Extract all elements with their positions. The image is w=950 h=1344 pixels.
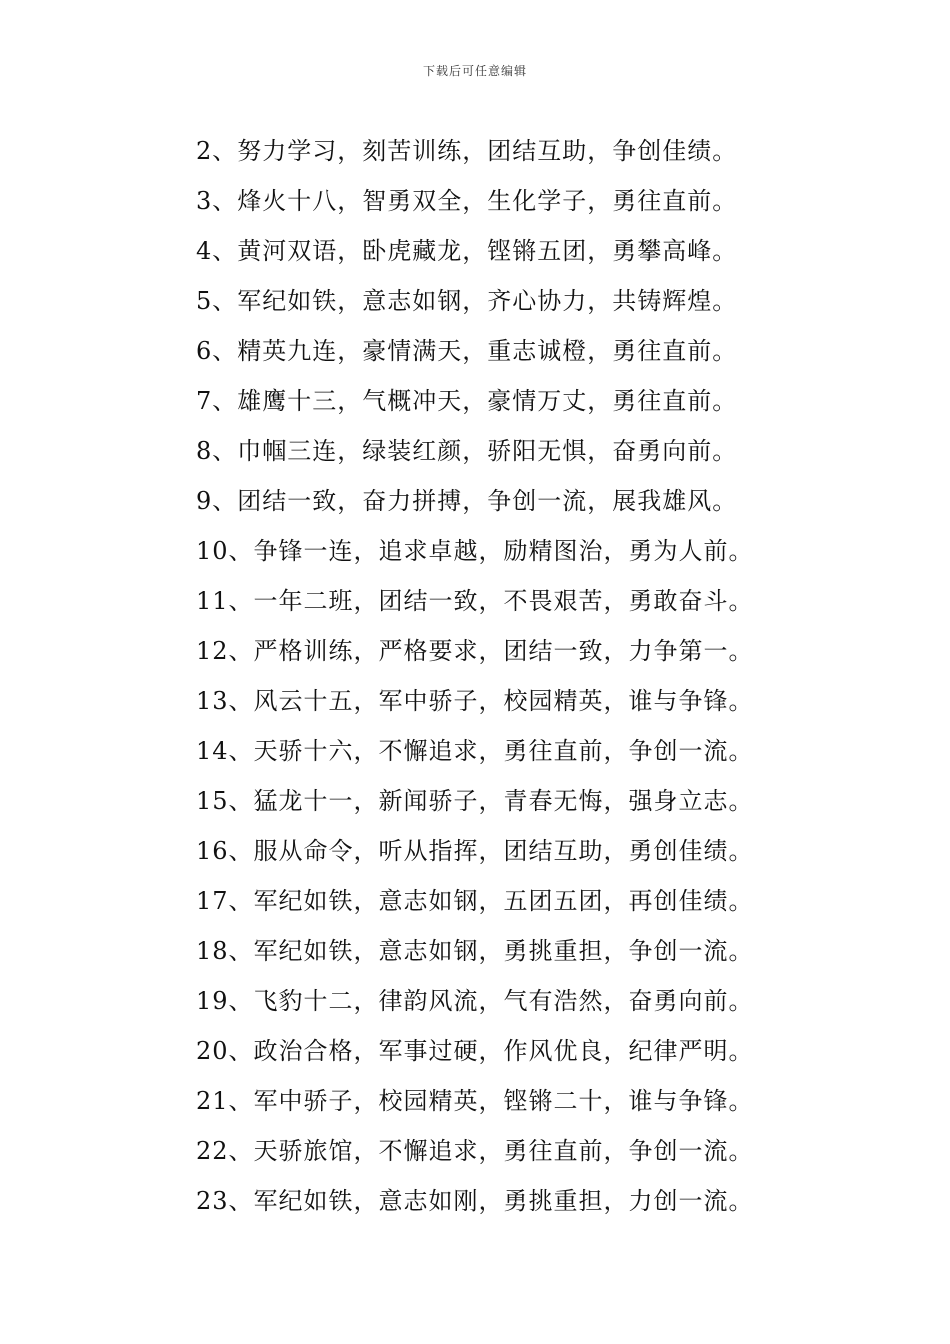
slogan-item: 16、服从命令，听从指挥，团结互助，勇创佳绩。 <box>196 837 754 865</box>
slogan-item: 5、军纪如铁，意志如钢，齐心协力，共铸辉煌。 <box>196 287 738 315</box>
slogan-item: 10、争锋一连，追求卓越，励精图治，勇为人前。 <box>196 537 754 565</box>
slogan-item: 15、猛龙十一，新闻骄子，青春无悔，强身立志。 <box>196 787 754 815</box>
slogan-item: 23、军纪如铁，意志如刚，勇挑重担，力创一流。 <box>196 1187 754 1215</box>
slogan-item: 21、军中骄子，校园精英，铿锵二十，谁与争锋。 <box>196 1087 754 1115</box>
slogan-list <box>196 126 754 1226</box>
slogan-item: 13、风云十五，军中骄子，校园精英，谁与争锋。 <box>196 687 754 715</box>
slogan-item: 19、飞豹十二，律韵风流，气有浩然，奋勇向前。 <box>196 987 754 1015</box>
slogan-item: 11、一年二班，团结一致，不畏艰苦，勇敢奋斗。 <box>196 587 754 615</box>
slogan-item: 22、天骄旅馆，不懈追求，勇往直前，争创一流。 <box>196 1137 754 1165</box>
slogan-item: 7、雄鹰十三，气概冲天，豪情万丈，勇往直前。 <box>196 387 738 415</box>
slogan-item: 3、烽火十八，智勇双全，生化学子，勇往直前。 <box>196 187 738 215</box>
slogan-item: 18、军纪如铁，意志如钢，勇挑重担，争创一流。 <box>196 937 754 965</box>
slogan-item: 14、天骄十六，不懈追求，勇往直前，争创一流。 <box>196 737 754 765</box>
slogan-item: 20、政治合格，军事过硬，作风优良，纪律严明。 <box>196 1037 754 1065</box>
slogan-item: 4、黄河双语，卧虎藏龙，铿锵五团，勇攀高峰。 <box>196 237 738 265</box>
page-header: 下载后可任意编辑 <box>422 64 527 78</box>
slogan-item: 2、努力学习，刻苦训练，团结互助，争创佳绩。 <box>196 137 738 165</box>
slogan-item: 9、团结一致，奋力拼搏，争创一流，展我雄风。 <box>196 487 738 515</box>
slogan-item: 6、精英九连，豪情满天，重志诚橙，勇往直前。 <box>196 337 738 365</box>
slogan-item: 8、巾帼三连，绿装红颜，骄阳无惧，奋勇向前。 <box>196 437 738 465</box>
slogan-item: 17、军纪如铁，意志如钢，五团五团，再创佳绩。 <box>196 887 754 915</box>
slogan-item: 12、严格训练，严格要求，团结一致，力争第一。 <box>196 637 754 665</box>
